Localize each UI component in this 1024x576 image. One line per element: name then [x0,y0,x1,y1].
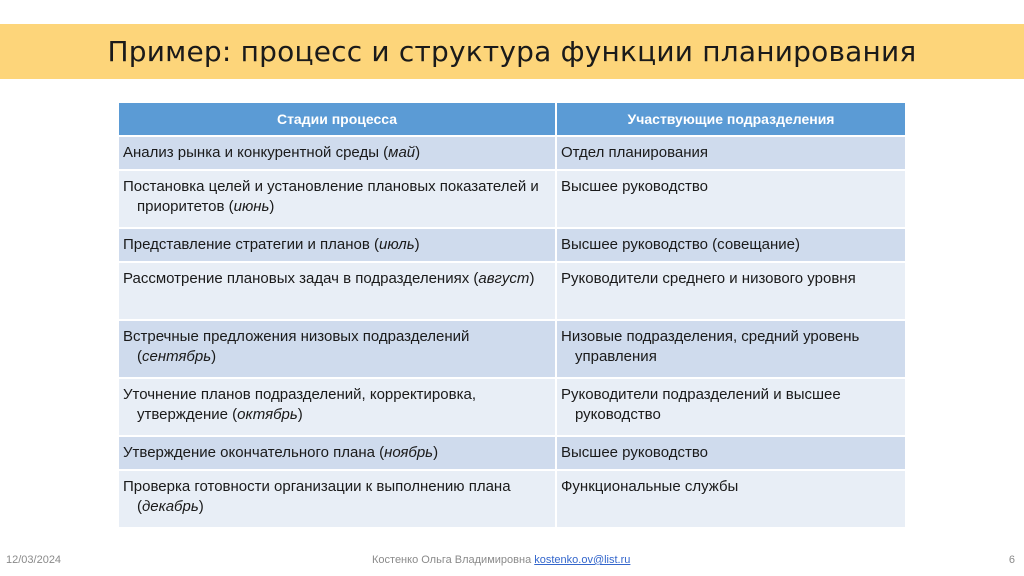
stage-cell: Проверка готовности организации к выполнению плана (декабрь) [119,470,556,528]
slide-title: Пример: процесс и структура функции планирования [107,35,917,68]
period-text: сентябрь [142,348,212,365]
table-row [119,436,905,470]
period-text: ноябрь [384,444,434,461]
stage-cell: Утверждение окончательного плана (ноябрь) [119,436,556,470]
table-row [119,470,905,528]
period-text: август [478,270,530,287]
table-row [119,170,905,228]
department-cell: Функциональные службы [556,470,905,528]
footer-date: 12/03/2024 [6,554,62,566]
process-table [119,103,905,529]
stage-cell: Анализ рынка и конкурентной среды (май) [119,136,556,170]
header-departments: Участвующие подразделения [556,103,905,136]
table-header-row [119,103,905,136]
period-text: июль [379,236,415,253]
stage-cell: Уточнение планов подразделений, корректировка, утверждение (октябрь) [119,378,556,436]
department-cell: Руководители среднего и низового уровня [556,262,905,320]
table-row [119,320,905,378]
department-cell: Высшее руководство [556,436,905,470]
footer-author [372,554,630,566]
stage-cell: Постановка целей и установление плановых показателей и приоритетов (июнь) [119,170,556,228]
table-row [119,378,905,436]
period-text: июнь [233,198,270,215]
stage-cell: Встречные предложения низовых подразделений (сентябрь) [119,320,556,378]
department-cell: Высшее руководство (совещание) [556,228,905,262]
stage-cell: Представление стратегии и планов (июль) [119,228,556,262]
period-text: декабрь [142,498,199,515]
department-cell: Высшее руководство [556,170,905,228]
table-row [119,262,905,320]
period-text: май [388,144,416,161]
stage-cell: Рассмотрение плановых задач в подразделениях (август) [119,262,556,320]
header-stages: Стадии процесса [119,103,556,136]
department-cell: Руководители подразделений и высшее руководство [556,378,905,436]
author-email-link[interactable]: kostenko.ov@list.ru [534,554,631,566]
table-row [119,228,905,262]
page-number: 6 [1008,554,1015,566]
author-name: Костенко Ольга Владимировна [372,554,535,566]
table-row [119,136,905,170]
process-table-container [119,103,905,529]
title-bar [0,24,1024,79]
period-text: октябрь [237,406,298,423]
department-cell: Низовые подразделения, средний уровень управления [556,320,905,378]
department-cell: Отдел планирования [556,136,905,170]
